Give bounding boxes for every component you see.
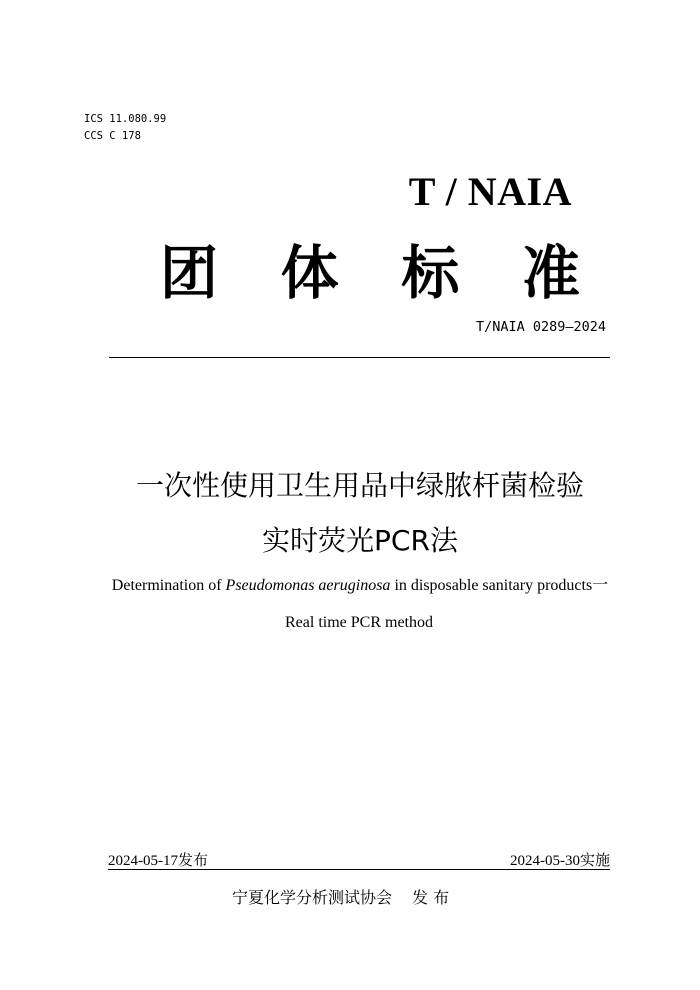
issuer-name: 宁夏化学分析测试协会 xyxy=(232,888,393,907)
title-en-line2: Real time PCR method xyxy=(285,614,433,631)
header-divider xyxy=(109,357,610,358)
publish-date xyxy=(108,850,208,871)
classification-codes xyxy=(84,111,166,145)
ccs-code: CCS C 178 xyxy=(84,130,141,142)
title-en-organism: Pseudomonas aeruginosa xyxy=(225,577,391,594)
issuer-action: 发 布 xyxy=(412,888,450,907)
title-zh-line2: 实时荧光PCR法 xyxy=(262,524,458,557)
standard-category xyxy=(160,238,580,308)
publish-date-value: 2024-05-17 xyxy=(108,853,178,869)
category-char: 标 xyxy=(401,239,460,307)
title-zh-line1: 一次性使用卫生用品中绿脓杆菌检验 xyxy=(135,469,584,502)
issuer xyxy=(232,886,449,910)
implement-date xyxy=(510,850,610,871)
implement-date-label: 实施 xyxy=(579,851,610,869)
footer-divider xyxy=(108,869,610,870)
standard-number: T/NAIA 0289—2024 xyxy=(475,319,606,335)
category-char: 体 xyxy=(280,239,339,307)
category-char: 准 xyxy=(521,239,580,307)
title-en-before: Determination of xyxy=(111,577,226,594)
title-en-line1 xyxy=(0,575,700,597)
implement-date-value: 2024-05-30 xyxy=(509,853,580,869)
category-char: 团 xyxy=(160,239,219,307)
ics-code: ICS 11.080.99 xyxy=(84,113,167,125)
standard-prefix: T / NAIA xyxy=(408,169,572,214)
title-en-after: in disposable sanitary products一 xyxy=(390,577,609,594)
publish-date-label: 发布 xyxy=(178,851,209,869)
